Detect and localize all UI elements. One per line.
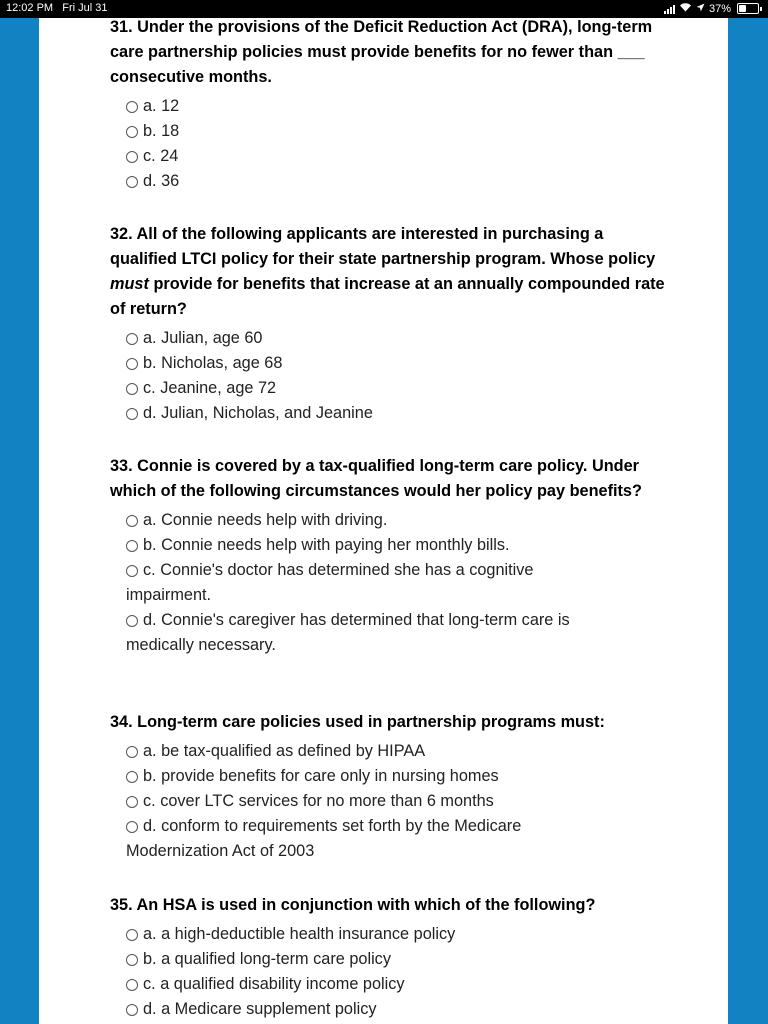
radio-button[interactable] [126, 383, 138, 395]
question-32 [110, 222, 670, 426]
option-d[interactable]: d. a Medicare supplement policy [126, 997, 670, 1022]
wifi-icon [679, 2, 692, 15]
question-text: 33. Connie is covered by a tax-qualified long-term care policy. Under which of the following circumstances would her policy pay benefits? [110, 457, 642, 500]
radio-button[interactable] [126, 746, 138, 758]
radio-button[interactable] [126, 101, 138, 113]
option-b[interactable]: b. 18 [126, 119, 670, 144]
battery-percent: 37% [708, 2, 731, 15]
option-d[interactable]: d. Julian, Nicholas, and Jeanine [126, 401, 670, 426]
radio-button[interactable] [126, 796, 138, 808]
location-icon [696, 3, 705, 15]
status-right [664, 2, 762, 15]
option-b[interactable]: b. provide benefits for care only in nursing homes [126, 764, 670, 789]
question-text: 34. Long-term care policies used in partnership programs must: [110, 713, 605, 731]
radio-button[interactable] [126, 515, 138, 527]
option-a[interactable]: a. a high-deductible health insurance policy [126, 922, 670, 947]
option-a[interactable]: a. 12 [126, 94, 670, 119]
radio-button[interactable] [126, 954, 138, 966]
question-34 [110, 710, 670, 864]
radio-button[interactable] [126, 333, 138, 345]
options-list [110, 94, 670, 194]
radio-button[interactable] [126, 126, 138, 138]
radio-button[interactable] [126, 929, 138, 941]
options-list [110, 326, 670, 426]
radio-button[interactable] [126, 408, 138, 420]
question-31 [110, 15, 670, 194]
option-d[interactable]: d. 36 [126, 169, 670, 194]
option-a[interactable]: a. be tax-qualified as defined by HIPAA [126, 739, 670, 764]
option-c[interactable]: c. cover LTC services for no more than 6 months [126, 789, 670, 814]
battery-cap [760, 7, 762, 11]
status-time-date: 12:02 PM Fri Jul 31 [6, 2, 108, 14]
option-a[interactable]: a. Connie needs help with driving. [126, 508, 670, 533]
question-text: 32. All of the following applicants are interested in purchasing a qualified LTCI policy for their state partnership program. Whose policy must provide for benefits that increase at an annually compounded rate of return? [110, 225, 665, 318]
radio-button[interactable] [126, 979, 138, 991]
option-b[interactable]: b. Connie needs help with paying her monthly bills. [126, 533, 670, 558]
signal-icon [664, 4, 675, 14]
options-list [110, 922, 670, 1022]
option-d[interactable]: d. conform to requirements set forth by the Medicare Modernization Act of 2003 [126, 817, 522, 860]
option-c[interactable]: c. Jeanine, age 72 [126, 376, 670, 401]
question-33 [110, 454, 670, 658]
radio-button[interactable] [126, 358, 138, 370]
question-text: 31. Under the provisions of the Deficit Reduction Act (DRA), long-term care partnership policies must provide benefits for no fewer than ___ consecutive months. [110, 18, 653, 86]
option-b[interactable]: b. Nicholas, age 68 [126, 351, 670, 376]
radio-button[interactable] [126, 821, 138, 833]
options-list [110, 739, 670, 864]
option-c[interactable]: c. Connie's doctor has determined she has a cognitive impairment. [126, 561, 534, 604]
question-35 [110, 893, 670, 1022]
radio-button[interactable] [126, 176, 138, 188]
radio-button[interactable] [126, 615, 138, 627]
option-c[interactable]: c. 24 [126, 144, 670, 169]
radio-button[interactable] [126, 771, 138, 783]
radio-button[interactable] [126, 565, 138, 577]
question-text: 35. An HSA is used in conjunction with which of the following? [110, 896, 596, 914]
quiz-page [39, 18, 728, 1024]
option-d[interactable]: d. Connie's caregiver has determined that long-term care is medically necessary. [126, 611, 570, 654]
option-a[interactable]: a. Julian, age 60 [126, 326, 670, 351]
option-b[interactable]: b. a qualified long-term care policy [126, 947, 670, 972]
radio-button[interactable] [126, 151, 138, 163]
options-list [110, 508, 670, 658]
option-c[interactable]: c. a qualified disability income policy [126, 972, 670, 997]
radio-button[interactable] [126, 540, 138, 552]
radio-button[interactable] [126, 1004, 138, 1016]
battery-icon [737, 3, 759, 14]
battery-fill [739, 5, 746, 12]
